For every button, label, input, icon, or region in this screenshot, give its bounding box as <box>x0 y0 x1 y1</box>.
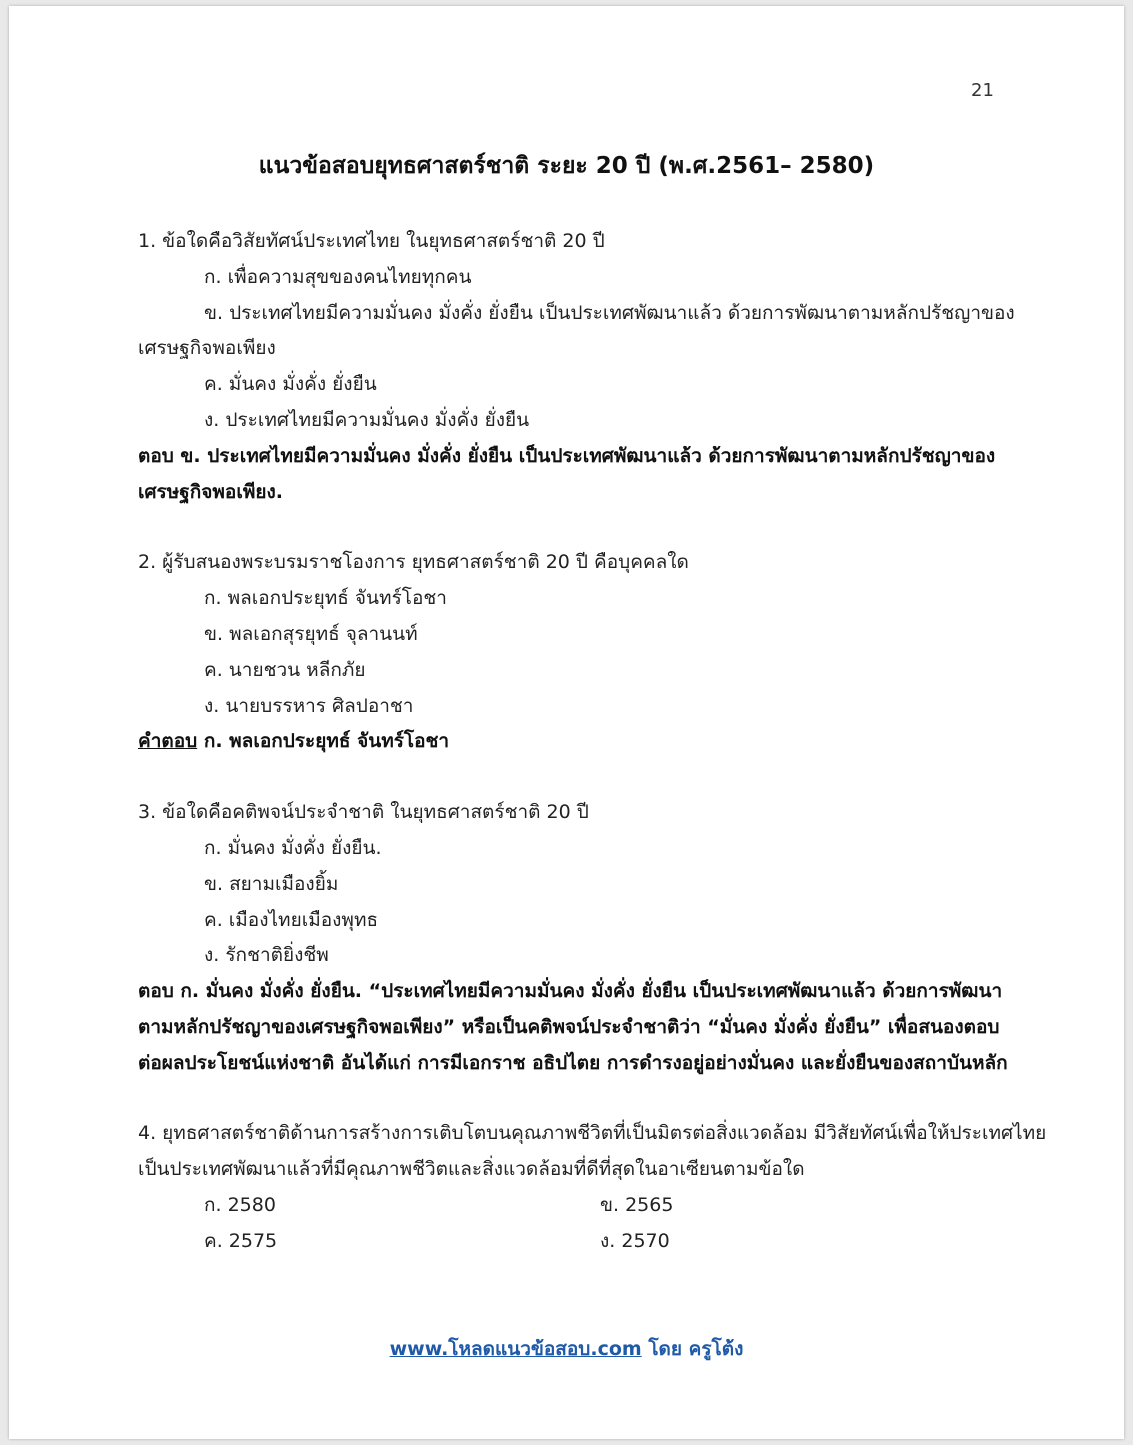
q1-answer-line-2: เศรษฐกิจพอเพียง. <box>138 481 283 503</box>
q1-option-b-continued: เศรษฐกิจพอเพียง <box>138 337 276 359</box>
q4-option-a: ก. 2580 <box>204 1194 276 1216</box>
q2-option-c: ค. นายชวน หลีกภัย <box>204 659 366 681</box>
q3-option-a: ก. มั่นคง มั่งคั่ง ยั่งยืน. <box>204 837 382 859</box>
page-title: แนวข้อสอบยุทธศาสตร์ชาติ ระยะ 20 ปี (พ.ศ.2561– 2580) <box>258 153 875 179</box>
q2-answer-label: คำตอบ <box>138 730 198 752</box>
question-3: 3. ข้อใดคือคติพจน์ประจำชาติ ในยุทธศาสตร์ชาติ 20 ปี <box>138 801 589 823</box>
q3-option-c: ค. เมืองไทยเมืองพุทธ <box>204 909 379 931</box>
q1-option-d: ง. ประเทศไทยมีความมั่นคง มั่งคั่ง ยั่งยืน <box>204 409 530 431</box>
q1-option-a: ก. เพื่อความสุขของคนไทยทุกคน <box>204 266 472 288</box>
question-4-line-2: เป็นประเทศพัฒนาแล้วที่มีคุณภาพชีวิตและสิ่งแวดล้อมที่ดีที่สุดในอาเซียนตามข้อใด <box>138 1158 805 1180</box>
q4-option-d: ง. 2570 <box>600 1230 670 1252</box>
q4-option-b: ข. 2565 <box>600 1194 674 1216</box>
page-number: 21 <box>971 80 994 101</box>
q2-option-b: ข. พลเอกสุรยุทธ์ จุลานนท์ <box>204 623 418 645</box>
q1-option-c: ค. มั่นคง มั่งคั่ง ยั่งยืน <box>204 373 377 395</box>
question-2: 2. ผู้รับสนองพระบรมราชโองการ ยุทธศาสตร์ชาติ 20 ปี คือบุคคลใด <box>138 551 689 573</box>
question-4-line-1: 4. ยุทธศาสตร์ชาติด้านการสร้างการเติบโตบนคุณภาพชีวิตที่เป็นมิตรต่อสิ่งแวดล้อม มีวิสัยทัศน์เพื่อให้ประเทศไทย <box>138 1122 1047 1144</box>
q2-option-a: ก. พลเอกประยุทธ์ จันทร์โอชา <box>204 587 447 609</box>
q3-option-d: ง. รักชาติยิ่งชีพ <box>204 944 329 966</box>
q4-option-c: ค. 2575 <box>204 1230 278 1252</box>
q1-answer-line-1: ตอบ ข. ประเทศไทยมีความมั่นคง มั่งคั่ง ยั่งยืน เป็นประเทศพัฒนาแล้ว ด้วยการพัฒนาตามหลักปรัชญาของ <box>138 445 996 467</box>
q3-option-b: ข. สยามเมืองยิ้ม <box>204 873 339 895</box>
footer-website-link[interactable]: www.โหลดแนวข้อสอบ.com <box>389 1338 642 1360</box>
footer <box>9 1334 1124 1364</box>
q3-answer-line-1: ตอบ ก. มั่นคง มั่งคั่ง ยั่งยืน. “ประเทศไทยมีความมั่นคง มั่งคั่ง ยั่งยืน เป็นประเทศพัฒนาแล้ว ด้วยการพัฒนา <box>138 980 1003 1002</box>
q1-option-b: ข. ประเทศไทยมีความมั่นคง มั่งคั่ง ยั่งยืน เป็นประเทศพัฒนาแล้ว ด้วยการพัฒนาตามหลักปรัชญาของ <box>204 302 1015 324</box>
footer-author: โดย ครูโต้ง <box>648 1338 744 1360</box>
q3-answer-line-2: ตามหลักปรัชญาของเศรษฐกิจพอเพียง” หรือเป็นคติพจน์ประจำชาติว่า “มั่นคง มั่งคั่ง ยั่งยืน” เพื่อสนองตอบ <box>138 1016 1000 1038</box>
q2-option-d: ง. นายบรรหาร ศิลปอาชา <box>204 695 414 717</box>
q2-answer <box>138 726 449 756</box>
document-page <box>9 6 1124 1439</box>
q3-answer-line-3: ต่อผลประโยชน์แห่งชาติ อันได้แก่ การมีเอกราช อธิปไตย การดำรงอยู่อย่างมั่นคง และยั่งยืนของสถาบันหลัก <box>138 1052 1008 1074</box>
question-1: 1. ข้อใดคือวิสัยทัศน์ประเทศไทย ในยุทธศาสตร์ชาติ 20 ปี <box>138 230 605 252</box>
q2-answer-text: ก. พลเอกประยุทธ์ จันทร์โอชา <box>197 730 450 752</box>
